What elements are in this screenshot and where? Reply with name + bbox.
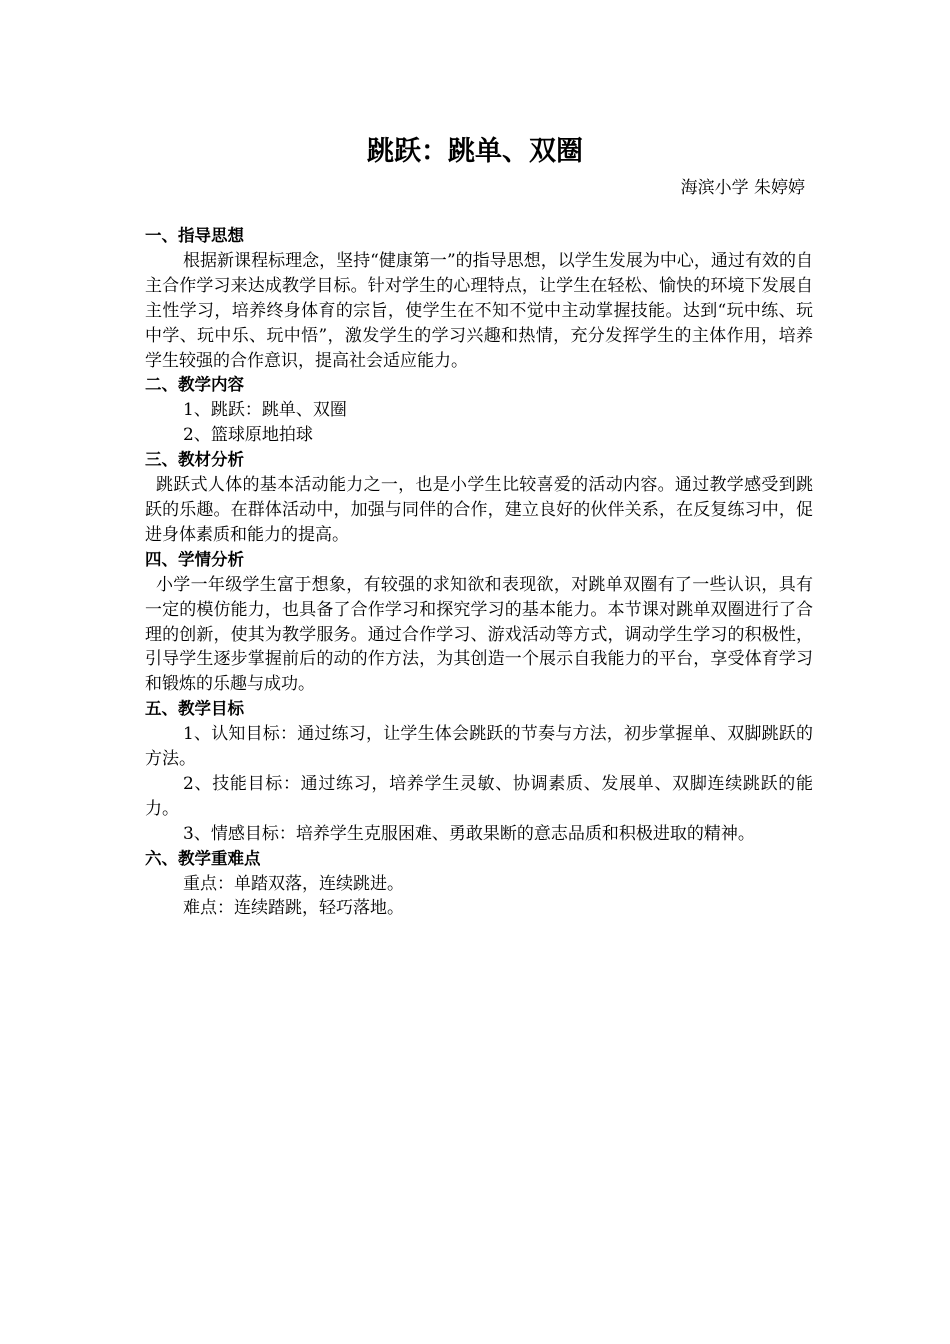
- section-heading-key-points: 六、教学重难点: [145, 848, 261, 868]
- section-paragraph-material: 跳跃式人体的基本活动能力之一，也是小学生比较喜爱的活动内容。通过教学感受到跳跃的乐趣。在群体活动中，加强与同伴的合作，建立良好的伙伴关系，在反复练习中，促进身体素质和能力的提高。: [145, 475, 813, 545]
- section-heading-goals: 五、教学目标: [145, 699, 244, 719]
- goal-item: 2、技能目标：通过练习，培养学生灵敏、协调素质、发展单、双脚连续跳跃的能力。: [145, 773, 813, 819]
- section-heading-content: 二、教学内容: [145, 375, 244, 395]
- goal-item: 3、情感目标：培养学生克服困难、勇敢果断的意志品质和积极进取的精神。: [183, 823, 755, 844]
- section-paragraph-guiding-idea: 根据新课程标理念，坚持“健康第一”的指导思想，以学生发展为中心，通过有效的自主合作学习来达成教学目标。针对学生的心理特点，让学生在轻松、愉快的环境下发展自主性学习，培养终身体育的宗旨，使学生在不知不觉中主动掌握技能。达到“玩中练、玩中学、玩中乐、玩中悟”，激发学生的学习兴趣和热情，充分发挥学生的主体作用，培养学生较强的合作意识，提高社会适应能力。: [145, 250, 813, 371]
- document-author: 海滨小学 朱婷婷: [680, 178, 805, 198]
- content-item: 2、篮球原地拍球: [183, 425, 313, 446]
- section-heading-learners: 四、学情分析: [145, 549, 244, 569]
- goal-item: 1、认知目标：通过练习，让学生体会跳跃的节奏与方法，初步掌握单、双脚跳跃的方法。: [145, 724, 813, 770]
- key-point-item: 重点：单踏双落，连续跳进。: [183, 873, 404, 894]
- key-point-item: 难点：连续踏跳，轻巧落地。: [183, 898, 404, 919]
- document-title: 跳跃：跳单、双圈: [367, 136, 583, 167]
- content-item: 1、跳跃：跳单、双圈: [183, 400, 347, 421]
- section-paragraph-learners: 小学一年级学生富于想象，有较强的求知欲和表现欲，对跳单双圈有了一些认识，具有一定的模仿能力，也具备了合作学习和探究学习的基本能力。本节课对跳单双圈进行了合理的创新，使其为教学服务。通过合作学习、游戏活动等方式，调动学生学习的积极性，引导学生逐步掌握前后的动的作方法，为其创造一个展示自我能力的平台，享受体育学习和锻炼的乐趣与成功。: [145, 574, 813, 695]
- section-heading-material: 三、教材分析: [145, 450, 244, 470]
- document-body: [145, 224, 813, 921]
- section-heading-guiding-idea: 一、指导思想: [145, 226, 244, 245]
